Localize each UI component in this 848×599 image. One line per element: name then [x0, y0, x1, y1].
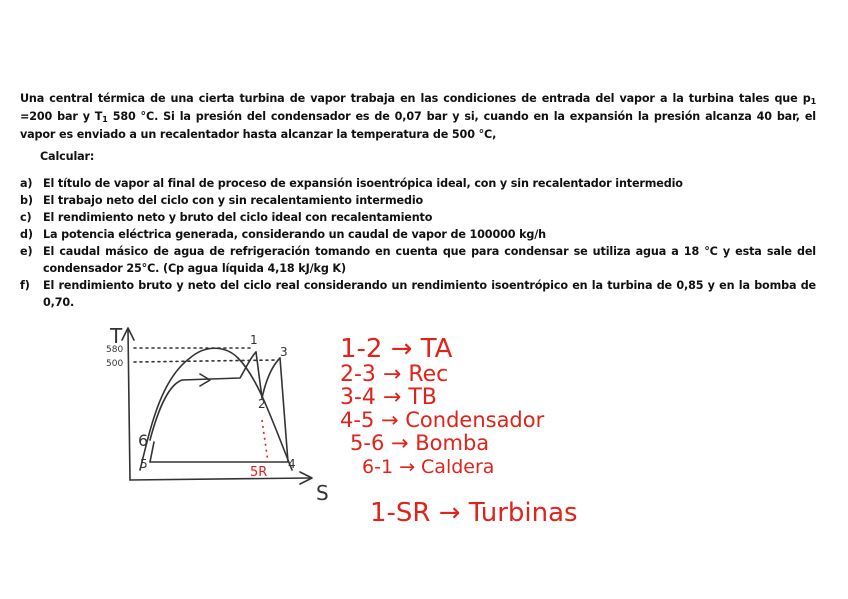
real-expansion-dotted [262, 420, 268, 462]
question-label: f) [20, 279, 30, 292]
note-line: 4-5 → Condensador [340, 408, 545, 432]
reheat-2-3 [262, 358, 280, 398]
t-axis [128, 330, 130, 480]
note-line: 5-6 → Bomba [350, 431, 490, 455]
saturation-dome [140, 348, 292, 470]
question-text: La potencia eléctrica generada, considerando un caudal de vapor de 100000 kg/h [43, 228, 546, 241]
note-line: 1-2 → TA [340, 334, 453, 364]
point-4-label: 4 [288, 457, 296, 471]
t-subscript: 1 [102, 115, 108, 124]
axis-s-label: S [316, 481, 329, 505]
axis-t-label: T [110, 324, 123, 348]
tick-500-label: 500 [106, 359, 124, 369]
point-2-label: 2 [258, 397, 266, 411]
expansion-3-4 [280, 358, 288, 462]
point-5r-label: 5R [250, 465, 268, 480]
intro-text-1: Una central térmica de una cierta turbina de vapor trabaja en las condiciones de entrada del vapor a la turbina tales que p [20, 92, 811, 105]
intro-text-2: =200 bar y T [20, 110, 103, 123]
turbine-note: 1-SR → Turbinas [370, 498, 578, 528]
s-axis [130, 478, 310, 480]
p-subscript: 1 [810, 97, 816, 106]
question-label: d) [20, 228, 33, 241]
note-line: 3-4 → TB [340, 385, 437, 410]
pump-5-6 [150, 442, 154, 462]
point-6-label: 6 [138, 431, 149, 450]
cycle-heating-line [150, 352, 256, 440]
dotted-500 [134, 360, 276, 362]
tick-580-label: 580 [106, 345, 124, 355]
note-line: 2-3 → Rec [340, 362, 449, 387]
question-text: El rendimiento bruto y neto del ciclo real considerando un rendimiento isoentrópico en la turbina de 0,85 y en la bomba de 0,70. [43, 279, 816, 309]
note-line: 6-1 → Caldera [362, 456, 495, 478]
calcular-heading: Calcular: [40, 150, 95, 163]
intro-text-3: 580 °C. Si la presión del condensador es de 0,07 bar y si, cuando en la expansión la presión alcanza 40 bar, el vapor es enviado a un recalentador hasta alcanzar la temperatura de 500 °C, [20, 110, 816, 141]
point-1-label: 1 [250, 333, 258, 347]
question-text: El rendimiento neto y bruto del ciclo ideal con recalentamiento [43, 211, 433, 224]
question-text: El caudal másico de agua de refrigeración tomando en cuenta que para condensar se utiliza agua a 18 °C y esta sale del condensador 25°C. (Cp agua líquida 4,18 kJ/kg K) [43, 245, 816, 275]
point-5-label: 5 [140, 457, 148, 471]
question-label: e) [20, 245, 33, 258]
point-3-label: 3 [280, 345, 288, 359]
question-label: a) [20, 177, 33, 190]
question-text: El título de vapor al final de proceso de expansión isoentrópica ideal, con y sin recalentador intermedio [43, 177, 683, 190]
question-text: El trabajo neto del ciclo con y sin recalentamiento intermedio [43, 194, 424, 207]
question-label: b) [20, 194, 33, 207]
question-label: c) [20, 211, 32, 224]
